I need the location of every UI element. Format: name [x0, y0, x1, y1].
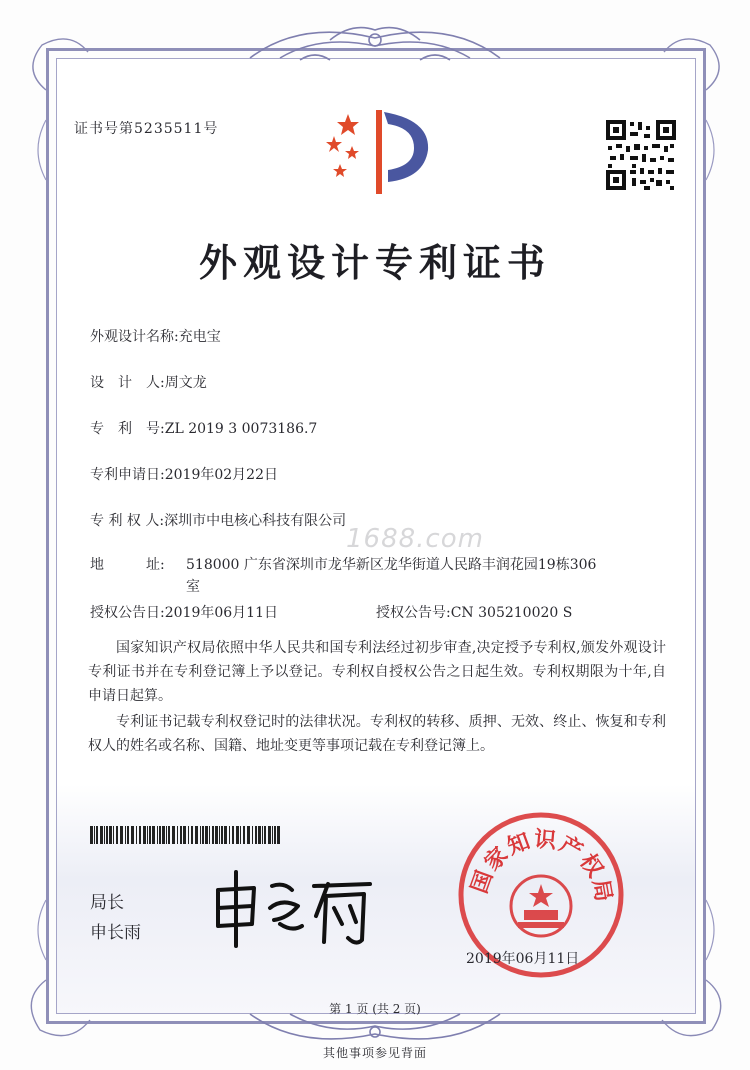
design-name-value: 充电宝	[178, 329, 221, 345]
watermark-text: 1688.com	[346, 524, 484, 554]
filing-date-value: 2019年02月22日	[164, 467, 278, 483]
grant-number-value: CN 305210020 S	[450, 605, 573, 621]
patent-number-label: 专 利 号:	[90, 421, 165, 437]
seal-date: 2019年06月11日	[466, 951, 580, 967]
grant-date-value: 2019年06月11日	[164, 605, 278, 621]
national-emblem-icon	[511, 876, 571, 936]
logo-stars-icon	[326, 114, 359, 177]
bottom-ornament	[250, 1014, 500, 1039]
patentee-label: 专 利 权 人:	[90, 513, 165, 529]
grant-date-label: 授权公告日:	[90, 605, 165, 621]
grant-date-row	[90, 602, 278, 622]
designer-label: 设 计 人:	[90, 375, 165, 391]
design-name-row	[90, 326, 221, 346]
top-ornament	[250, 28, 500, 60]
address-value: 518000 广东省深圳市龙华新区龙华街道人民路丰润花园19栋306室	[186, 557, 597, 595]
page-number: 第 1 页 (共 2 页)	[329, 1002, 421, 1016]
patent-office-logo	[318, 106, 438, 198]
director-name: 申长雨	[90, 923, 141, 943]
filing-date-label: 专利申请日:	[90, 467, 165, 483]
grant-number-label: 授权公告号:	[376, 605, 451, 621]
patent-number-row	[90, 418, 317, 438]
document-title: 外观设计专利证书	[198, 240, 551, 285]
design-name-label: 外观设计名称:	[90, 329, 179, 345]
logo-p-mark-icon	[376, 110, 382, 194]
footer-note: 其他事项参见背面	[322, 1046, 427, 1060]
director-signature	[210, 868, 380, 948]
patentee-row	[90, 510, 346, 530]
address-row	[90, 554, 165, 574]
certificate-number: 证书号第5235511号	[74, 121, 219, 137]
designer-row	[90, 372, 207, 392]
seal-text: 国家知识产权局	[467, 827, 616, 906]
designer-value: 周文龙	[164, 375, 207, 391]
paragraph-grant-statement: 国家知识产权局依照中华人民共和国专利法经过初步审查,决定授予专利权,颁发外观设计专利证书并在专利登记簿上予以登记。专利权自授权公告之日起生效。专利权期限为十年,自申请日起算。	[88, 640, 666, 704]
barcode	[90, 826, 280, 844]
director-title: 局长	[90, 893, 124, 913]
qr-code	[604, 118, 678, 192]
filing-date-row	[90, 464, 278, 484]
address-label: 地 址:	[90, 557, 165, 573]
paragraph-legal-status: 专利证书记载专利权登记时的法律状况。专利权的转移、质押、无效、终止、恢复和专利权人的姓名或名称、国籍、地址变更等事项记载在专利登记簿上。	[88, 714, 666, 754]
patent-number-value: ZL 2019 3 0073186.7	[164, 421, 318, 437]
patentee-value: 深圳市中电核心科技有限公司	[164, 513, 347, 529]
grant-number-row	[376, 602, 572, 622]
